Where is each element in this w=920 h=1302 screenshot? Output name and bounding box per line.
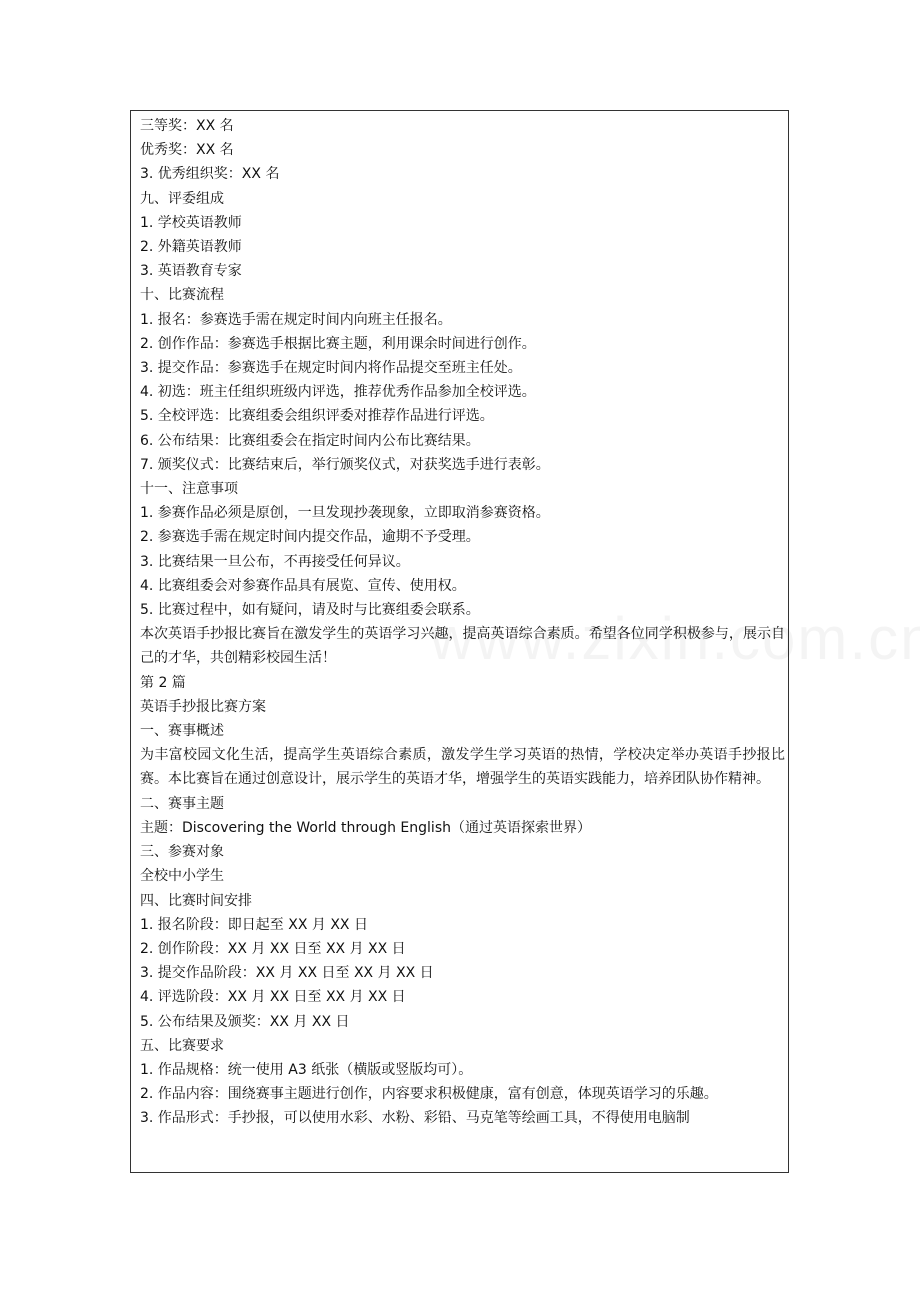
part-label: 第 2 篇 [140, 674, 186, 691]
section-heading: 二、赛事主题 [140, 795, 224, 812]
section-heading: 三、参赛对象 [140, 844, 224, 861]
schedule-item: 5. 公布结果及颁奖：XX 月 XX 日 [140, 1013, 350, 1030]
section-heading: 九、评委组成 [140, 190, 224, 207]
text-line: 2. 创作作品：参赛选手根据比赛主题，利用课余时间进行创作。 [140, 335, 536, 352]
text-line: 3. 提交作品：参赛选手在规定时间内将作品提交至班主任处。 [140, 360, 522, 377]
text-line: 4. 初选：班主任组织班级内评选，推荐优秀作品参加全校评选。 [140, 384, 536, 401]
theme-line: 主题：Discovering the World through English（通过英语探索世界） [140, 819, 591, 836]
document-title: 英语手抄报比赛方案 [140, 698, 266, 715]
text-line: 1. 报名：参赛选手需在规定时间内向班主任报名。 [140, 311, 452, 328]
schedule-item: 4. 评选阶段：XX 月 XX 日至 XX 月 XX 日 [140, 989, 406, 1006]
text-line: 优秀奖：XX 名 [140, 142, 234, 159]
text-line: 4. 比赛组委会对参赛作品具有展览、宣传、使用权。 [140, 577, 466, 594]
text-line: 1. 参赛作品必须是原创，一旦发现抄袭现象，立即取消参赛资格。 [140, 505, 550, 522]
text-line: 6. 公布结果：比赛组委会在指定时间内公布比赛结果。 [140, 432, 480, 449]
overview-paragraph: 为丰富校园文化生活，提高学生英语综合素质，激发学生学习英语的热情，学校决定举办英语手抄报比赛。本比赛旨在通过创意设计，展示学生的英语才华，增强学生的英语实践能力，培养团队协作精神。 [140, 747, 785, 788]
section-heading: 十一、注意事项 [140, 481, 238, 498]
section-heading: 四、比赛时间安排 [140, 892, 252, 909]
participants-line: 全校中小学生 [140, 868, 224, 885]
text-line: 2. 外籍英语教师 [140, 239, 242, 256]
schedule-item: 1. 报名阶段：即日起至 XX 月 XX 日 [140, 916, 368, 933]
text-line: 1. 学校英语教师 [140, 214, 242, 231]
text-line: 5. 全校评选：比赛组委会组织评委对推荐作品进行评选。 [140, 408, 494, 425]
text-line: 3. 优秀组织奖：XX 名 [140, 166, 280, 183]
section-heading: 十、比赛流程 [140, 287, 224, 304]
text-line: 7. 颁奖仪式：比赛结束后，举行颁奖仪式，对获奖选手进行表彰。 [140, 456, 550, 473]
section-heading: 五、比赛要求 [140, 1037, 224, 1054]
requirement-item: 3. 作品形式：手抄报，可以使用水彩、水粉、彩铅、马克笔等绘画工具，不得使用电脑制 [140, 1110, 690, 1127]
closing-paragraph: 本次英语手抄报比赛旨在激发学生的英语学习兴趣，提高英语综合素质。希望各位同学积极参与，展示自己的才华，共创精彩校园生活！ [140, 626, 785, 667]
document-content [140, 114, 785, 1131]
schedule-item: 2. 创作阶段：XX 月 XX 日至 XX 月 XX 日 [140, 940, 406, 957]
text-line: 2. 参赛选手需在规定时间内提交作品，逾期不予受理。 [140, 529, 480, 546]
table-cell-frame [130, 110, 789, 1173]
text-line: 三等奖：XX 名 [140, 118, 234, 134]
requirement-item: 1. 作品规格：统一使用 A3 纸张（横版或竖版均可）。 [140, 1061, 473, 1078]
text-line: 3. 英语教育专家 [140, 263, 242, 280]
schedule-item: 3. 提交作品阶段：XX 月 XX 日至 XX 月 XX 日 [140, 965, 434, 982]
text-line: 3. 比赛结果一旦公布，不再接受任何异议。 [140, 553, 410, 570]
section-heading: 一、赛事概述 [140, 723, 224, 740]
requirement-item: 2. 作品内容：围绕赛事主题进行创作，内容要求积极健康，富有创意，体现英语学习的乐趣。 [140, 1086, 718, 1103]
text-line: 5. 比赛过程中，如有疑问，请及时与比赛组委会联系。 [140, 602, 480, 619]
